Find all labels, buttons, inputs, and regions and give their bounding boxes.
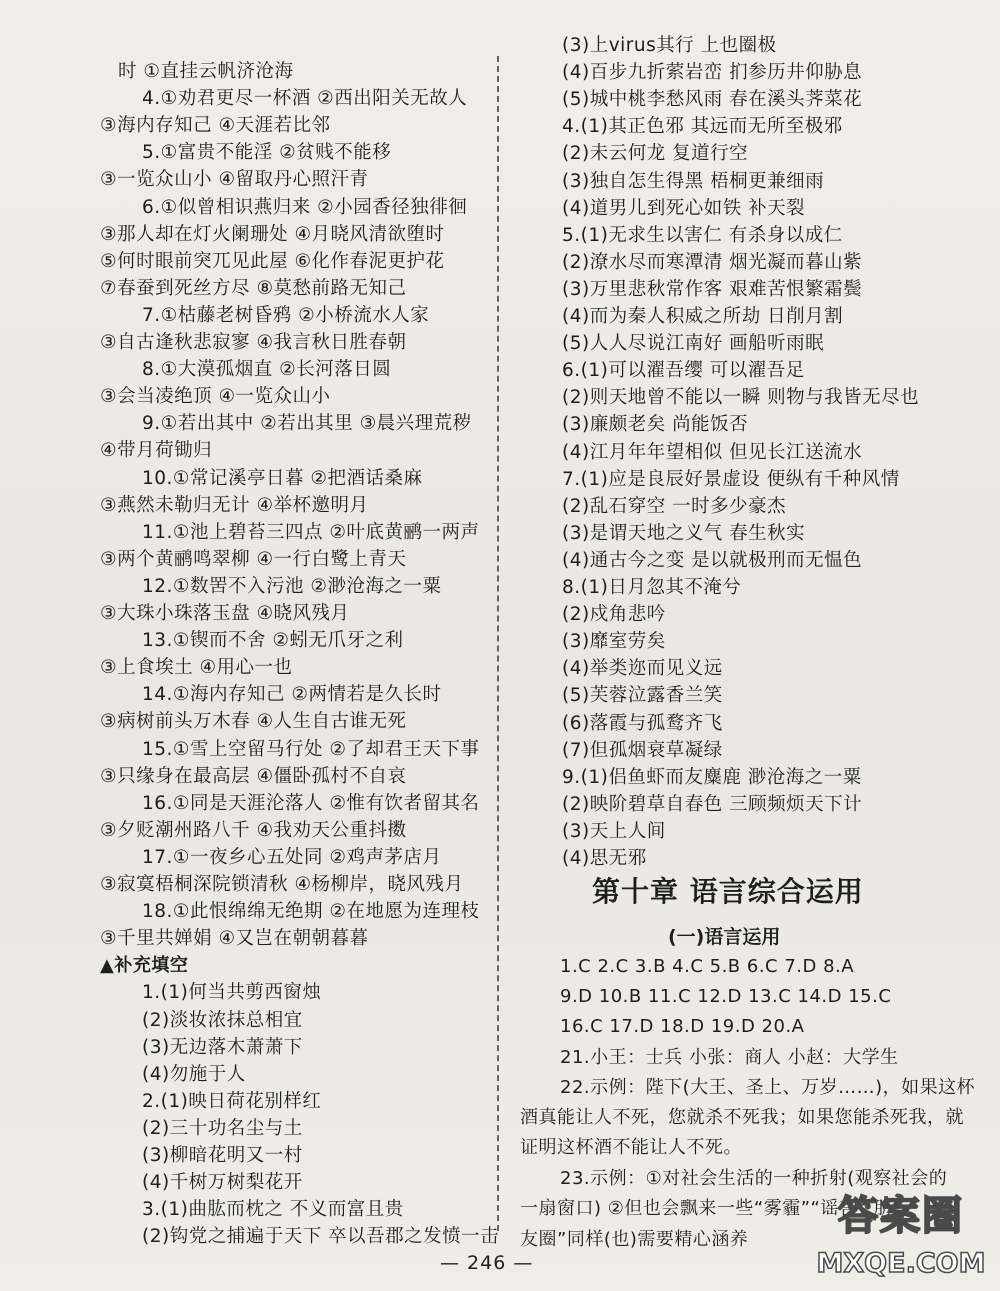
- left-text-line: 2.(1)映日荷花别样红: [142, 1090, 322, 1112]
- left-text-line: 时 ①直挂云帆济沧海: [118, 61, 294, 82]
- right-text-line: (3)天上人间: [562, 820, 666, 842]
- answer-line: 酒真能让人不死，您就杀不死我；如果您能杀死我，就: [520, 1107, 964, 1128]
- left-text-line: ③千里共婵娟 ④又岂在朝朝暮暮: [100, 928, 369, 950]
- answer-line: 21.小王：士兵 小张：商人 小赵：大学生: [560, 1047, 899, 1068]
- right-text-line: (7)但孤烟衰草凝绿: [562, 739, 723, 761]
- left-text-line: ▲补充填空: [100, 955, 189, 977]
- watermark-url: MXQE.COM: [816, 1248, 986, 1279]
- left-text-line: ③大珠小珠落玉盘 ④晓风残月: [100, 603, 350, 624]
- right-text-line: 4.(1)其正色邪 其远而无所至极邪: [562, 116, 843, 138]
- left-text-line: 9.①若出其中 ②若出其里 ③晨兴理荒秽: [142, 413, 472, 435]
- left-text-line: ③上食埃土 ④用心一也: [100, 657, 293, 679]
- watermark-logo: [812, 1185, 990, 1285]
- left-text-line: ③夕贬潮州路八千 ④我劝天公重抖擞: [100, 819, 407, 841]
- right-text-line: (4)百步九折萦岩峦 扪参历井仰胁息: [562, 62, 863, 84]
- answer-line: 9.D 10.B 11.C 12.D 13.C 14.D 15.C: [560, 986, 892, 1007]
- left-text-line: ③海内存知己 ④天涯若比邻: [100, 115, 331, 137]
- right-text-line: (3)廉颇老矣 尚能饭否: [562, 414, 749, 436]
- answer-line: 一扇窗口) ②但也会飘来一些“雾霾”“谣言” 朋: [520, 1198, 892, 1219]
- left-text-line: 5.①富贵不能淫 ②贫贱不能移: [142, 142, 392, 164]
- right-text-line: (3)是谓天地之义气 春生秋实: [562, 522, 806, 544]
- answer-line: 证明这杯酒不能让人不死。: [520, 1137, 742, 1158]
- right-text-line: 7.(1)应是良辰好景虚设 便纵有千种风情: [562, 468, 900, 490]
- right-text-line: (2)未云何龙 复道行空: [562, 143, 749, 165]
- left-text-line: 1.(1)何当共剪西窗烛: [142, 982, 322, 1004]
- left-text-line: ③只缘身在最高层 ④僵卧孤村不自哀: [100, 765, 407, 787]
- left-text-line: ⑦春蚕到死丝方尽 ⑧莫愁前路无知己: [100, 277, 407, 299]
- left-text-line: (4)勿施于人: [142, 1063, 246, 1085]
- left-text-line: (2)三十功名尘与土: [142, 1117, 303, 1139]
- left-text-line: 11.①池上碧苔三四点 ②叶底黄鹂一两声: [142, 521, 480, 543]
- left-text-line: 10.①常记溪亭日暮 ②把酒话桑麻: [142, 467, 423, 489]
- right-text-line: (4)而为秦人积威之所劫 日削月割: [562, 306, 844, 327]
- left-text-line: ③寂寞梧桐深院锁清秋 ④杨柳岸，晓风残月: [100, 874, 464, 895]
- left-text-line: ④带月荷锄归: [100, 440, 213, 462]
- left-text-line: ③燕然未勒归无计 ④举杯邀明月: [100, 494, 369, 516]
- left-text-line: 18.①此恨绵绵无绝期 ②在地愿为连理枝: [142, 901, 480, 923]
- chapter-title: 第十章 语言综合运用: [592, 875, 864, 908]
- answer-line: 1.C 2.C 3.B 4.C 5.B 6.C 7.D 8.A: [560, 956, 855, 977]
- right-text-line: (5)城中桃李愁风雨 春在溪头荠菜花: [562, 89, 863, 111]
- left-text-line: 16.①同是天涯沦落人 ②惟有饮者留其名: [142, 792, 480, 814]
- right-text-line: (4)通古今之变 是以就极刑而无愠色: [562, 549, 863, 571]
- right-text-line: (5)人人尽说江南好 画船听雨眠: [562, 333, 825, 355]
- right-text-line: 8.(1)日月忽其不淹兮: [562, 577, 742, 598]
- answer-line: 友圈”同样(也)需要精心涵养: [520, 1229, 749, 1250]
- left-text-line: ③那人却在灯火阑珊处 ④月晓风清欲堕时: [100, 223, 445, 245]
- right-text-line: (3)独自怎生得黑 梧桐更兼细雨: [562, 170, 825, 192]
- right-text-line: 5.(1)无求生以害仁 有杀身以成仁: [562, 224, 843, 246]
- right-text-line: (3)万里悲秋常作客 艰难苦恨繁霜鬓: [562, 278, 863, 300]
- right-text-line: (4)举类迩而见义远: [562, 658, 723, 680]
- watermark-badge: 答案圈: [838, 1193, 964, 1239]
- left-text-line: 17.①一夜乡心五处同 ②鸡声茅店月: [142, 846, 442, 868]
- left-text-line: ③自古逢秋悲寂寥 ④我言秋日胜春朝: [100, 332, 407, 353]
- section-subtitle: (一)语言运用: [668, 926, 781, 948]
- right-text-line: (3)上virus其行 上也圈极: [562, 35, 777, 56]
- left-text-line: 15.①雪上空留马行处 ②了却君王天下事: [142, 738, 480, 760]
- right-text-line: (2)潦水尽而寒潭清 烟光凝而暮山紫: [562, 251, 863, 273]
- left-text-line: (4)千树万树梨花开: [142, 1172, 303, 1194]
- right-text-line: (2)映阶碧草自春色 三顾频烦天下计: [562, 793, 863, 815]
- column-divider: [497, 56, 499, 1231]
- left-text-line: ③病树前头万木春 ④人生自古谁无死: [100, 711, 407, 733]
- left-text-line: (2)钩党之捕遍于天下 卒以吾郡之发愤一击: [142, 1226, 500, 1248]
- page-number: — 246 —: [440, 1252, 534, 1274]
- right-text-line: (5)芙蓉泣露香兰笑: [562, 685, 723, 707]
- right-text-line: (4)道男儿到死心如铁 补天裂: [562, 197, 806, 219]
- left-text-line: ③会当凌绝顶 ④一览众山小: [100, 386, 331, 408]
- right-text-line: (3)靡室劳矣: [562, 631, 666, 653]
- left-text-line: (2)淡妆浓抹总相宜: [142, 1009, 303, 1031]
- left-text-line: 12.①数罟不入污池 ②渺沧海之一粟: [142, 575, 442, 597]
- left-text-line: 3.(1)曲肱而枕之 不义而富且贵: [142, 1199, 404, 1221]
- left-text-line: (3)无边落木萧萧下: [142, 1036, 303, 1058]
- left-text-line: 4.①劝君更尽一杯酒 ②西出阳关无故人: [142, 88, 468, 110]
- left-text-line: 13.①锲而不舍 ②蚓无爪牙之利: [142, 630, 404, 652]
- answer-line: 23.示例：①对社会生活的一种折射(观察社会的: [560, 1168, 948, 1189]
- answer-line: 22.示例：陛下(大王、圣上、万岁……)，如果这杯: [560, 1077, 976, 1098]
- right-text-line: (2)则天地曾不能以一瞬 则物与我皆无尽也: [562, 387, 920, 409]
- right-text-line: (4)思无邪: [562, 848, 647, 869]
- left-text-line: 6.①似曾相识燕归来 ②小园香径独徘徊: [142, 196, 468, 218]
- left-text-line: ③一览众山小 ④留取丹心照汗青: [100, 169, 369, 191]
- left-text-line: 8.①大漠孤烟直 ②长河落日圆: [142, 359, 392, 381]
- right-text-line: 9.(1)侣鱼虾而友麋鹿 渺沧海之一粟: [562, 766, 862, 788]
- right-text-line: (2)戍角悲吟: [562, 604, 666, 626]
- left-text-line: (3)柳暗花明又一村: [142, 1145, 303, 1166]
- right-text-line: (4)江月年年望相似 但见长江送流水: [562, 441, 863, 463]
- left-text-line: 14.①海内存知己 ②两情若是久长时: [142, 684, 442, 706]
- right-text-line: (6)落霞与孤鹜齐飞: [562, 712, 723, 734]
- right-text-line: (2)乱石穿空 一时多少豪杰: [562, 495, 787, 517]
- answer-line: 16.C 17.D 18.D 19.D 20.A: [560, 1016, 805, 1037]
- left-text-line: 7.①枯藤老树昏鸦 ②小桥流水人家: [142, 304, 430, 326]
- left-text-line: ⑤何时眼前突兀见此屋 ⑥化作春泥更护花: [100, 250, 445, 272]
- left-text-line: ③两个黄鹂鸣翠柳 ④一行白鹭上青天: [100, 548, 407, 570]
- right-text-line: 6.(1)可以濯吾缨 可以濯吾足: [562, 360, 805, 382]
